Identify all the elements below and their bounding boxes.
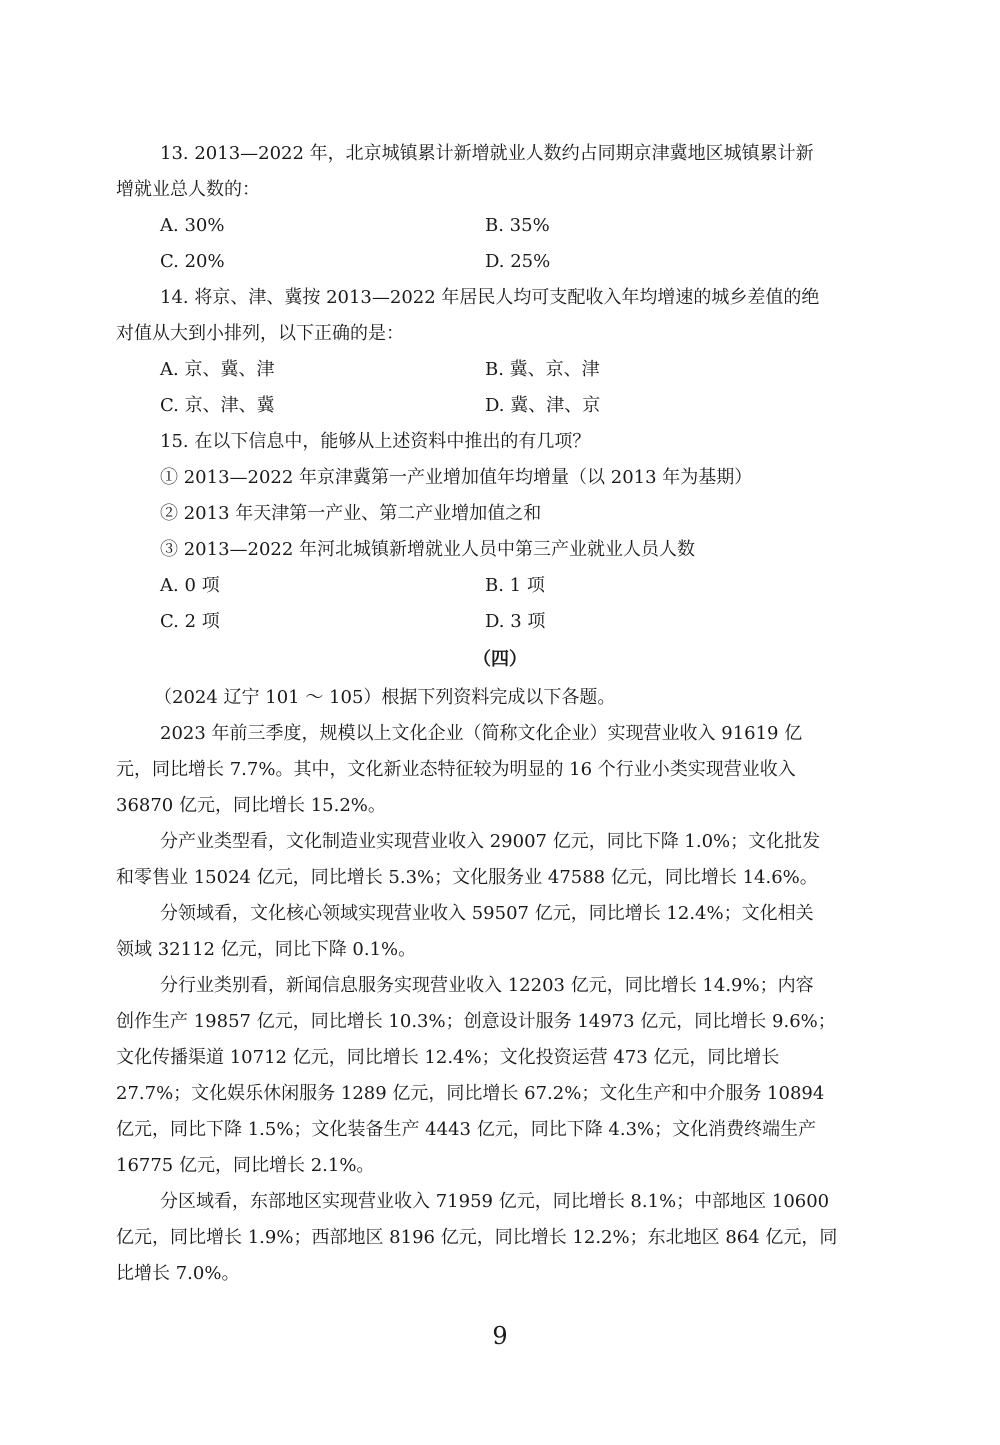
material-paragraph (116, 716, 860, 824)
question-stem-line: 对值从大到小排列，以下正确的是： (116, 323, 404, 344)
paragraph-first-line: 2023 年前三季度，规模以上文化企业（简称文化企业）实现营业收入 91619 亿 (160, 723, 803, 744)
options (160, 352, 860, 424)
option-d: D. 25% (485, 251, 551, 272)
section-title: （四） (473, 649, 527, 670)
question-14 (116, 280, 860, 424)
question-stem-line: 增就业总人数的： (116, 179, 260, 200)
option-b: B. 35% (485, 215, 550, 236)
paragraph-first-line: 分领域看，文化核心领域实现营业收入 59507 亿元，同比增长 12.4%；文化相关 (160, 903, 814, 924)
statement-2: ② 2013 年天津第一产业、第二产业增加值之和 (160, 503, 542, 524)
paragraph-line: 亿元，同比增长 1.9%；西部地区 8196 亿元，同比增长 12.2%；东北地区 864 亿元，同 (116, 1227, 838, 1248)
options (160, 568, 860, 640)
material-paragraph (116, 896, 860, 968)
question-13 (116, 136, 860, 280)
paragraph-line: 文化传播渠道 10712 亿元，同比增长 12.4%；文化投资运营 473 亿元，同比增长 (116, 1047, 780, 1068)
option-a: A. 0 项 (160, 575, 220, 596)
option-a: A. 京、冀、津 (160, 359, 275, 380)
page-number: 9 (492, 1322, 508, 1350)
question-stem-line: 14. 将京、津、冀按 2013—2022 年居民人均可支配收入年均增速的城乡差值的绝 (160, 287, 820, 308)
paragraph-first-line: 分区域看，东部地区实现营业收入 71959 亿元，同比增长 8.1%；中部地区 10600 (160, 1191, 830, 1212)
question-stem-line: 15. 在以下信息中，能够从上述资料中推出的有几项？ (160, 431, 591, 452)
paragraph-line: 元，同比增长 7.7%。其中，文化新业态特征较为明显的 16 个行业小类实现营业收入 (116, 759, 796, 780)
option-c: C. 20% (160, 251, 225, 272)
option-a: A. 30% (160, 215, 225, 236)
section-lead: （2024 辽宁 101 ～ 105）根据下列资料完成以下各题。 (154, 687, 616, 708)
material-paragraph (116, 968, 860, 1184)
paragraph-line: 36870 亿元，同比增长 15.2%。 (116, 795, 386, 816)
option-b: B. 1 项 (485, 575, 545, 596)
paragraph-line: 和零售业 15024 亿元，同比增长 5.3%；文化服务业 47588 亿元，同比增长 14.6%。 (116, 867, 818, 888)
option-d: D. 3 项 (485, 611, 546, 632)
paragraph-line: 亿元，同比下降 1.5%；文化装备生产 4443 亿元，同比下降 4.3%；文化消费终端生产 (116, 1119, 817, 1140)
paragraph-line: 27.7%；文化娱乐休闲服务 1289 亿元，同比增长 67.2%；文化生产和中介服务 10894 (116, 1083, 825, 1104)
material-paragraph (116, 1184, 860, 1292)
paragraph-first-line: 分行业类别看，新闻信息服务实现营业收入 12203 亿元，同比增长 14.9%；内容 (160, 975, 814, 996)
option-b: B. 冀、京、津 (485, 359, 600, 380)
options (160, 208, 860, 280)
paragraph-line: 比增长 7.0%。 (116, 1263, 240, 1284)
option-d: D. 冀、津、京 (485, 395, 601, 416)
option-c: C. 京、津、冀 (160, 395, 275, 416)
option-c: C. 2 项 (160, 611, 220, 632)
question-stem-line: 13. 2013—2022 年，北京城镇累计新增就业人数约占同期京津冀地区城镇累计新 (160, 143, 814, 164)
paragraph-line: 创作生产 19857 亿元，同比增长 10.3%；创意设计服务 14973 亿元，同比增长 9.6%； (116, 1011, 836, 1032)
statement-3: ③ 2013—2022 年河北城镇新增就业人员中第三产业就业人员人数 (160, 539, 696, 560)
question-15 (160, 424, 860, 640)
paragraph-line: 16775 亿元，同比增长 2.1%。 (116, 1155, 375, 1176)
material-paragraph (116, 824, 860, 896)
statement-1: ① 2013—2022 年京津冀第一产业增加值年均增量（以 2013 年为基期） (160, 467, 753, 488)
paragraph-line: 领域 32112 亿元，同比下降 0.1%。 (116, 939, 417, 960)
paragraph-first-line: 分产业类型看，文化制造业实现营业收入 29007 亿元，同比下降 1.0%；文化批发 (160, 831, 821, 852)
